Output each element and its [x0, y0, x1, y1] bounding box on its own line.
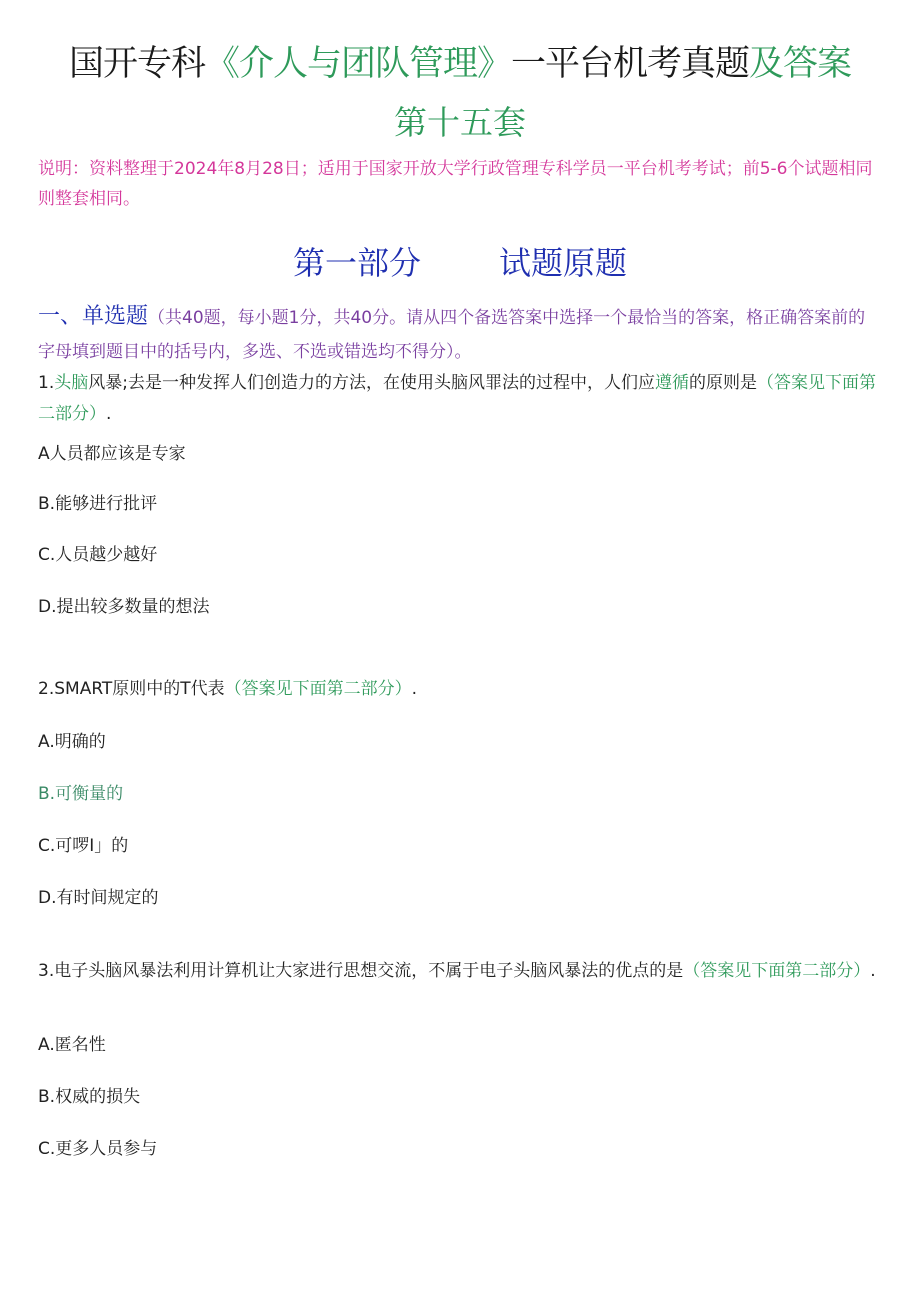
part-heading-right: 试题原题	[499, 244, 628, 282]
question-3-option-c: C.更多人员参与	[38, 1139, 158, 1159]
question-stem-part: 头脑	[54, 373, 89, 393]
section-title: 一、单选题	[38, 304, 149, 329]
answer-hint: （答案见下面第二部分）	[224, 679, 412, 699]
question-2-option-a: A.明确的	[38, 732, 106, 752]
question-1-option-a: A人员都应该是专家	[38, 444, 186, 464]
answer-hint: （答案见下面第二部分）	[38, 373, 876, 424]
question-stem-part: 遵循	[654, 373, 689, 393]
question-stem-part: 风暴;去是一种发挥人们创造力的方法，在使用头脑风罪法的过程中，人们应	[88, 373, 655, 393]
part-heading	[0, 242, 920, 284]
title-part-3: 一平台机	[510, 44, 647, 84]
question-1-stem	[38, 368, 888, 430]
question-2-stem	[38, 674, 888, 705]
title-part-2: 《介人与团队管理》	[204, 44, 511, 84]
question-3-option-b: B.权威的损失	[38, 1087, 141, 1107]
question-tail: .	[870, 961, 876, 981]
document-note: 说明：资料整理于2024年8月28日；适用于国家开放大学行政管理专科学员一平台机考考试；前5-6个试题相同则整套相同。	[38, 159, 873, 209]
question-stem-part: 的原则是	[688, 373, 757, 393]
question-number: 2.	[38, 679, 55, 699]
question-tail: .	[411, 679, 418, 699]
question-number: 3.	[38, 961, 55, 981]
question-stem-part: SMART原则中的T代表	[54, 679, 225, 699]
question-stem-part: 电子头脑风暴法利用计算机让大家进行思想交流，不属于电子头脑风暴法的优点的是	[54, 961, 684, 981]
title-part-4: 考真题	[647, 44, 750, 84]
part-heading-left: 第一部分	[292, 244, 421, 282]
document-subtitle: 第十五套	[394, 103, 526, 142]
question-tail: .	[106, 404, 112, 424]
title-part-5: 及答案	[749, 44, 852, 84]
question-1-option-b: B.能够进行批评	[38, 494, 158, 514]
question-2-option-d: D.有时间规定的	[38, 888, 159, 908]
title-part-1: 国开专科	[68, 44, 205, 84]
question-3-stem	[38, 956, 888, 987]
question-number: 1.	[38, 373, 55, 393]
section-description: （共40题，每小题1分，共40分。请从四个备选答案中选择一个最恰当的答案，格正确答案前的字母填到题目中的括号内，多选、不选或错选均不得分）。	[38, 308, 866, 362]
question-2-option-b: B.可衡量的	[38, 784, 124, 804]
answer-hint: （答案见下面第二部分）	[683, 961, 871, 981]
question-1-option-d: D.提出较多数量的想法	[38, 597, 210, 617]
question-3-option-a: A.匿名性	[38, 1035, 106, 1055]
document-title	[0, 42, 920, 86]
question-1-option-c: C.人员越少越好	[38, 545, 158, 565]
section-intro	[38, 300, 880, 369]
question-2-option-c: C.可啰I」的	[38, 836, 129, 856]
